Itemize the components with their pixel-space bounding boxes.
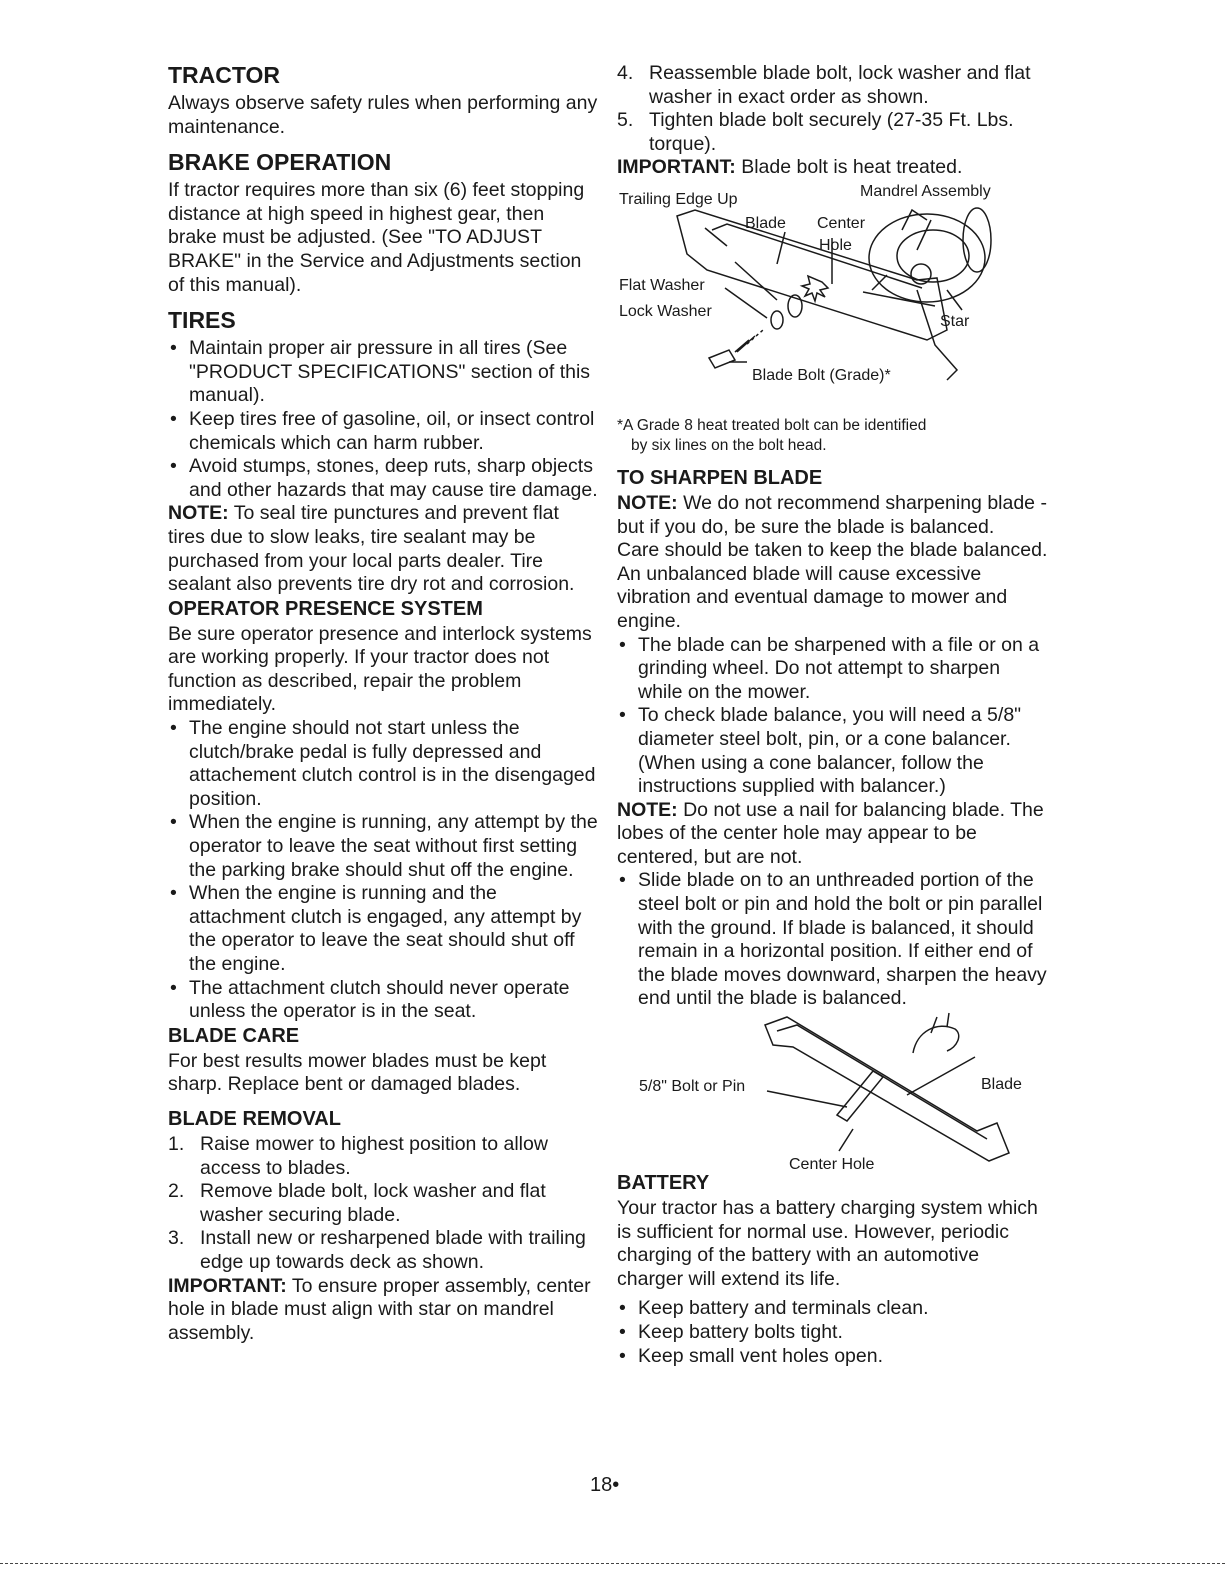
blade-shape (677, 210, 947, 340)
ops-body: Be sure operator presence and interlock systems are working properly. If your tractor does not function as described, repair the problem immediately. (168, 622, 592, 716)
list-item: • Keep tires free of gasoline, oil, or insect control chemicals which can harm rubber. (168, 408, 598, 455)
balance-blade-label: Blade (981, 1076, 1022, 1094)
ops-heading: OPERATOR PRESENCE SYSTEM (168, 597, 483, 620)
step-item (617, 109, 1049, 156)
center-hole-label: Center Hole (789, 1156, 875, 1172)
sharpen-list (617, 634, 1049, 799)
balance-figure (617, 1011, 1049, 1171)
step-item (617, 62, 1049, 109)
tractor-body: Always observe safety rules when performing any maintenance. (168, 92, 598, 138)
step-text: Tighten blade bolt securely (27-35 Ft. Lbs. torque). (649, 109, 1014, 155)
lock-washer-label: Lock Washer (619, 302, 712, 320)
important-label: IMPORTANT: (617, 156, 736, 179)
step-text: Remove blade bolt, lock washer and flat washer securing blade. (200, 1180, 546, 1226)
blade-bolt-label: Blade Bolt (Grade)* (752, 366, 891, 384)
footnote-line-1: *A Grade 8 heat treated bolt can be identified (617, 416, 927, 434)
step-text: Reassemble blade bolt, lock washer and flat washer in exact order as shown. (649, 62, 1031, 108)
step-number: 5. (617, 109, 634, 132)
list-item: • Maintain proper air pressure in all tires (See "PRODUCT SPECIFICATIONS" section of this manual). (168, 337, 598, 408)
ops-list (168, 717, 598, 1024)
list-item: • Keep small vent holes open. (617, 1345, 1049, 1369)
list-item: • When the engine is running and the attachment clutch is engaged, any attempt by the operator to leave the seat should shut off the engine. (168, 882, 598, 976)
note-text: We do not recommend sharpening blade - but if you do, be sure the blade is balanced. (617, 491, 1047, 538)
sharpen-heading: TO SHARPEN BLADE (617, 466, 823, 489)
sharpen-note-2 (617, 799, 1049, 870)
important-text: To ensure proper assembly, center hole in blade must align with star on mandrel assembly. (168, 1274, 591, 1344)
bolt-or-pin-label: 5/8" Bolt or Pin (639, 1078, 746, 1096)
sharpen-body: Care should be taken to keep the blade balanced. An unbalanced blade will cause excessive vibration and eventual damage to mower and engine. (617, 539, 1048, 632)
list-item: • To check blade balance, you will need a 5/8" diameter steel bolt, pin, or a cone balancer. (When using a cone balancer, follow the instructions supplied with balancer.) (617, 704, 1049, 798)
step-number: 1. (168, 1132, 185, 1155)
step-text: Install new or resharpened blade with trailing edge up towards deck as shown. (200, 1227, 586, 1273)
blade-care-heading: BLADE CARE (168, 1024, 300, 1047)
brake-body: If tractor requires more than six (6) feet stopping distance at high speed in highest gear, then brake must be adjusted. (See "TO ADJUST BRAKE" in the Service and Adjustments section of this manual). (168, 179, 585, 296)
page-number: 18• (590, 1474, 620, 1496)
footer-divider (0, 1563, 1225, 1564)
battery-heading: BATTERY (617, 1172, 710, 1195)
battery-body: Your tractor has a battery charging system which is sufficient for normal use. However, periodic charging of the battery with an automotive charger will extend its life. (617, 1197, 1038, 1290)
flat-washer-label: Flat Washer (619, 276, 705, 294)
important-label: IMPORTANT: (168, 1274, 287, 1297)
trailing-edge-label: Trailing Edge Up (619, 190, 738, 208)
list-item: • The blade can be sharpened with a file or on a grinding wheel. Do not attempt to sharpen while on the mower. (617, 634, 1049, 705)
tractor-heading: TRACTOR (168, 62, 281, 88)
star-shape (802, 276, 828, 301)
footnote-line-2: by six lines on the bolt head. (631, 436, 827, 454)
hand-shape (913, 1026, 959, 1053)
step-number: 4. (617, 62, 634, 84)
list-item: • Keep battery bolts tight. (617, 1321, 1049, 1345)
blade-removal-heading: BLADE REMOVAL (168, 1107, 341, 1130)
bolt-important (617, 156, 1049, 180)
hole-label: Hole (819, 236, 852, 254)
left-column (168, 62, 598, 1345)
step-item (168, 1133, 598, 1180)
assembly-steps (617, 62, 1049, 156)
mandrel-assembly-label: Mandrel Assembly (860, 182, 991, 200)
step-item (168, 1180, 598, 1227)
lock-washer-shape (771, 311, 783, 329)
tires-heading: TIRES (168, 307, 236, 334)
note-label: NOTE: (168, 502, 229, 525)
right-column (617, 62, 1049, 1368)
list-item: • Keep battery and terminals clean. (617, 1297, 1049, 1321)
balance-blade-shape (765, 1017, 1009, 1161)
blade-care-body: For best results mower blades must be kept sharp. Replace bent or damaged blades. (168, 1049, 547, 1096)
blade-bolt-shape (709, 336, 755, 368)
step-number: 2. (168, 1180, 185, 1203)
step-item (168, 1227, 598, 1274)
list-item: • The engine should not start unless the clutch/brake pedal is fully depressed and attachement clutch control is in the disengaged position. (168, 717, 598, 811)
battery-list (617, 1297, 1049, 1368)
list-item: • The attachment clutch should never operate unless the operator is in the seat. (168, 977, 598, 1024)
list-item: • When the engine is running, any attempt by the operator to leave the seat without first setting the parking brake should shut off the engine. (168, 811, 598, 882)
removal-important (168, 1275, 598, 1346)
removal-steps (168, 1133, 598, 1275)
important-text: Blade bolt is heat treated. (735, 156, 963, 179)
note-text: To seal tire punctures and prevent flat tires due to slow leaks, tire sealant may be purchased from your local parts dealer. Tire sealant also prevents tire dry rot and corrosion. (168, 502, 575, 596)
note-text: Do not use a nail for balancing blade. The lobes of the center hole may appear to be centered, but are not. (617, 798, 1044, 868)
note-label: NOTE: (617, 491, 678, 514)
blade-label: Blade (745, 214, 786, 232)
step-text: Raise mower to highest position to allow access to blades. (200, 1132, 548, 1179)
balance-diagram (617, 1011, 1049, 1171)
blade-assembly-figure (617, 180, 1049, 416)
list-item: • Slide blade on to an unthreaded portion of the steel bolt or pin and hold the bolt or pin parallel with the ground. If blade is balanced, it should remain in a horizontal position. If either end of the blade moves downward, sharpen the heavy end until the blade is balanced. (617, 869, 1049, 1011)
note-label: NOTE: (617, 798, 678, 821)
footnote (617, 416, 1049, 456)
brake-heading: BRAKE OPERATION (168, 149, 392, 176)
sharpen-note-1 (617, 492, 1049, 539)
blade-assembly-diagram (617, 180, 1049, 416)
list-item: • Avoid stumps, stones, deep ruts, sharp objects and other hazards that may cause tire damage. (168, 455, 598, 502)
center-label: Center (817, 214, 866, 232)
tires-list (168, 337, 598, 502)
tires-note (168, 502, 598, 596)
balance-list (617, 869, 1049, 1011)
step-number: 3. (168, 1227, 185, 1250)
star-label: Star (940, 312, 970, 330)
